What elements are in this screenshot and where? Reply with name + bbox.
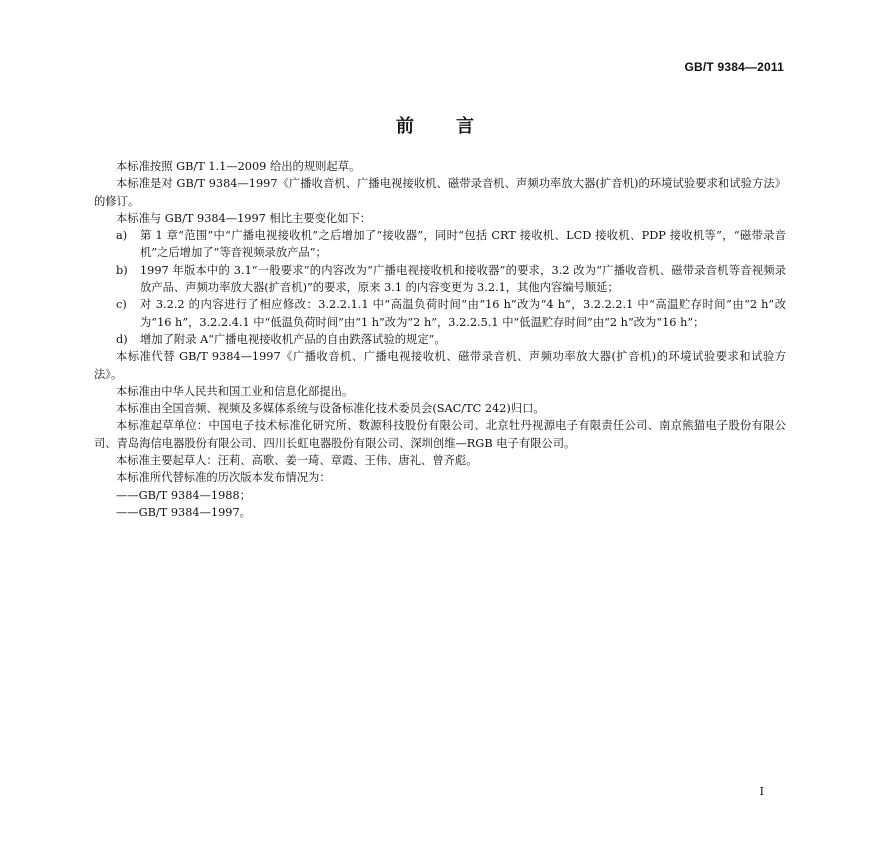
paragraph: 本标准主要起草人：汪莉、高歌、姜一琦、章霞、王伟、唐礼、曾齐彪。 (116, 454, 478, 468)
paragraph: 本标准按照 GB/T 1.1—2009 给出的规则起草。 (116, 160, 361, 173)
standard-number: GB/T 9384—2011 (684, 60, 784, 74)
list-item-text: 第 1 章“范围”中“广播电视接收机”之后增加了“接收器”，同时“包括 CRT 接收机、LCD 接收机、PDP 接收机等”，“磁带录音机”之后增加了“等音视频录放产品”； (140, 229, 786, 260)
list-marker: a) (116, 229, 128, 243)
list-marker: d) (116, 332, 128, 346)
list-item-text: 增加了附录 A“广播电视接收机产品的自由跌落试验的规定”。 (140, 332, 446, 346)
list-item-text: 1997 年版本中的 3.1“一般要求”的内容改为“广播电视接收机和接收器”的要求，3.2 改为“广播收音机、磁带录音机等音视频录放产品、声频功率放大器(扩音机)”的要求，原来 3.1 的内容变更为 3.2.1，其他内容编号顺延； (140, 263, 786, 295)
paragraph: 本标准由中华人民共和国工业和信息化部提出。 (116, 384, 354, 398)
paragraph: 本标准代替 GB/T 9384—1997《广播收音机、广播电视接收机、磁带录音机、声频功率放大器(扩音机)的环境试验要求和试验方法》。 (94, 350, 786, 381)
paragraph: 本标准是对 GB/T 9384—1997《广播收音机、广播电视接收机、磁带录音机、声频功率放大器(扩音机)的环境试验要求和试验方法》的修订。 (94, 177, 786, 208)
paragraph: 本标准起草单位：中国电子技术标准化研究所、数源科技股份有限公司、北京牡丹视源电子有限责任公司、南京熊猫电子股份有限公司、青岛海信电器股份有限公司、四川长虹电器股份有限公司、深圳创维—RGB 电子有限公司。 (94, 419, 786, 450)
paragraph: 本标准所代替标准的历次版本发布情况为： (116, 471, 331, 485)
paragraph: 本标准与 GB/T 9384—1997 相比主要变化如下： (116, 211, 372, 225)
list-marker: b) (116, 263, 128, 277)
change-item-c (94, 296, 786, 331)
change-item-b (94, 262, 786, 297)
change-item-a (94, 227, 786, 262)
page-title: 前言 (396, 116, 516, 137)
document-body (94, 158, 786, 521)
list-item-text: 对 3.2.2 的内容进行了相应修改：3.2.2.1.1 中“高温负荷时间”由“16 h”改为“4 h”，3.2.2.2.1 中“高温贮存时间”由“2 h”改为“16 h”，3.2.2.4.1 中“低温负荷时间”由“1 h”改为“2 h”，3.2.2.5.1 中“低温贮存时间”由“2 h”改为“16 h”； (140, 298, 786, 329)
history-item: ——GB/T 9384—1997。 (116, 505, 251, 519)
paragraph: 本标准由全国音频、视频及多媒体系统与设备标准化技术委员会(SAC/TC 242)归口。 (116, 402, 545, 416)
list-marker: c) (116, 298, 127, 312)
history-item: ——GB/T 9384—1988； (116, 488, 251, 502)
page-number: I (759, 785, 764, 798)
change-item-d (94, 331, 786, 348)
